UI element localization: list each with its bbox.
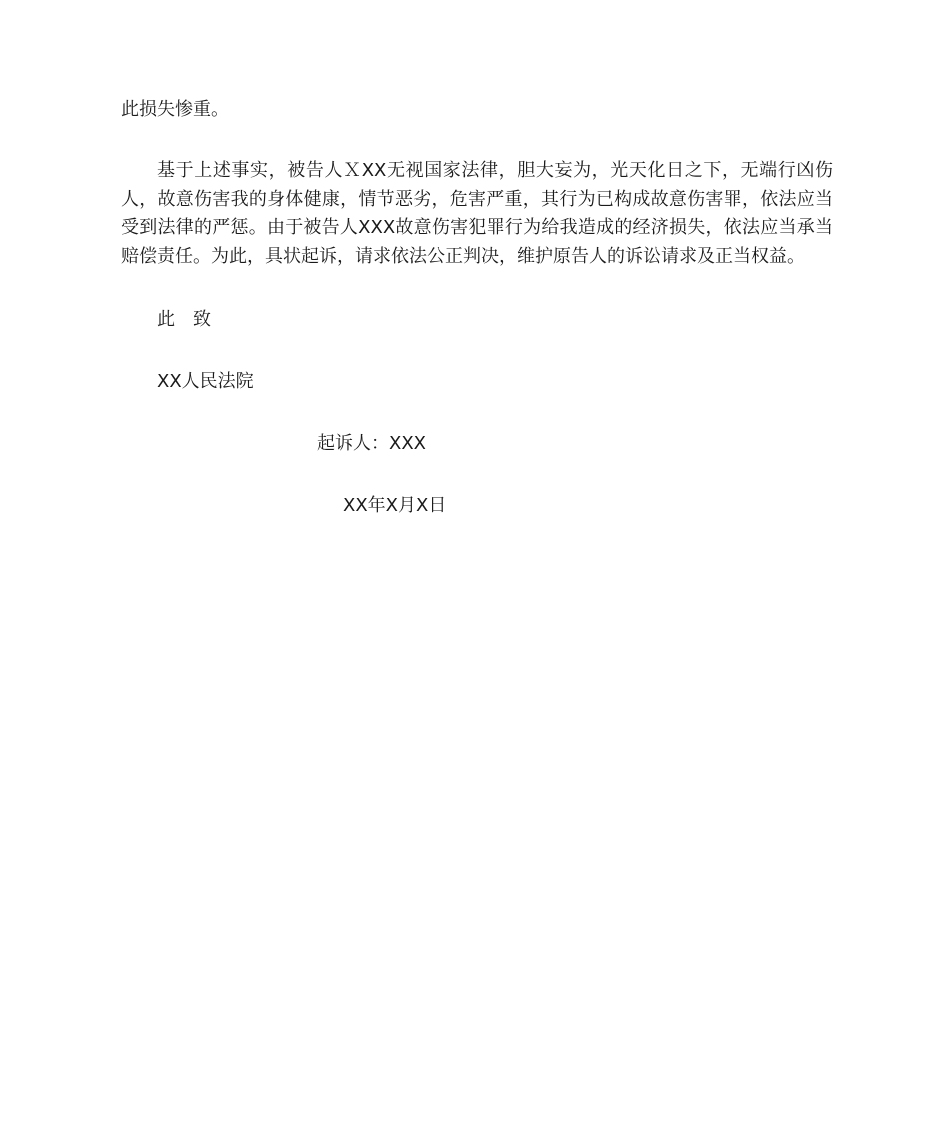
plaintiff-signature: 起诉人：XXX	[317, 433, 426, 454]
filing-date: XX年X月X日	[343, 495, 447, 516]
court-name: XX人民法院	[157, 371, 254, 392]
continuation-line: 此损失惨重。	[121, 99, 229, 120]
salutation: 此 致	[157, 309, 211, 330]
body-paragraph: 基于上述事实，被告人ＸXX无视国家法律，胆大妄为，光天化日之下，无端行凶伤人，故意伤害我的身体健康，情节恶劣，危害严重，其行为已构成故意伤害罪，依法应当受到法律的严惩。由于被告人XXX故意伤害犯罪行为给我造成的经济损失，依法应当承当赔偿责任。为此，具状起诉，请求依法公正判决，维护原告人的诉讼请求及正当权益。	[121, 160, 833, 267]
